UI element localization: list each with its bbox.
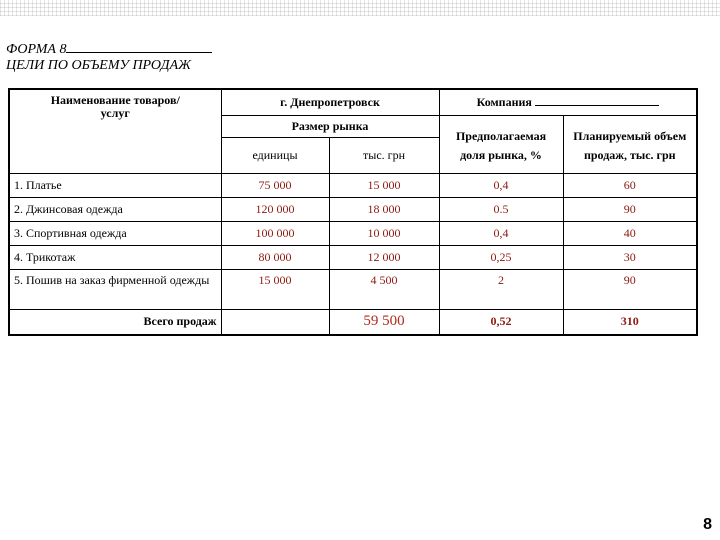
- row-product-name: 2. Джинсовая одежда: [9, 197, 221, 221]
- row-share: 0,25: [439, 245, 563, 269]
- company-name-blank-line: [535, 95, 659, 106]
- header-product: [9, 89, 221, 173]
- table-row: [9, 245, 697, 269]
- table-row: [9, 173, 697, 197]
- row-share: 0,4: [439, 221, 563, 245]
- table-row: [9, 269, 697, 309]
- row-product-name: 4. Трикотаж: [9, 245, 221, 269]
- total-label: Всего продаж: [9, 309, 221, 335]
- header-units: единицы: [221, 137, 329, 173]
- form-number-blank-line: [66, 40, 212, 53]
- row-units: 100 000: [221, 221, 329, 245]
- row-thousand-uah: 18 000: [329, 197, 439, 221]
- row-planned: 90: [563, 269, 697, 309]
- header-market-size: Размер рынка: [221, 115, 439, 137]
- header-product-label: Наименование товаров/услуг: [50, 93, 180, 120]
- header-company-label: Компания: [476, 95, 532, 110]
- row-share: 2: [439, 269, 563, 309]
- header-city: г. Днепропетровск: [221, 89, 439, 115]
- total-row: [9, 309, 697, 335]
- header-expected-share: [439, 115, 563, 173]
- total-units-empty: [221, 309, 329, 335]
- page-number: 8: [703, 516, 712, 533]
- table-row: [9, 221, 697, 245]
- row-planned: 40: [563, 221, 697, 245]
- row-product-name: 5. Пошив на заказ фирменной одежды: [9, 269, 221, 309]
- row-thousand-uah: 10 000: [329, 221, 439, 245]
- row-units: 120 000: [221, 197, 329, 221]
- total-thousand-uah: 59 500: [329, 309, 439, 335]
- row-planned: 30: [563, 245, 697, 269]
- row-thousand-uah: 4 500: [329, 269, 439, 309]
- form-number-label: ФОРМА 8: [6, 42, 67, 57]
- row-product-name: 1. Платье: [9, 173, 221, 197]
- table-row: [9, 197, 697, 221]
- header-company: [439, 89, 697, 115]
- sales-targets-table: [8, 88, 698, 336]
- page-title: ЦЕЛИ ПО ОБЪЕМУ ПРОДАЖ: [6, 58, 191, 73]
- row-units: 15 000: [221, 269, 329, 309]
- total-planned: 310: [563, 309, 697, 335]
- row-thousand-uah: 12 000: [329, 245, 439, 269]
- row-share: 0.5: [439, 197, 563, 221]
- row-thousand-uah: 15 000: [329, 173, 439, 197]
- header-expected-share-label: Предполагаемая доля рынка, %: [455, 129, 547, 162]
- header-thousand-uah: тыс. грн: [329, 137, 439, 173]
- header-planned-volume: [563, 115, 697, 173]
- total-share: 0,52: [439, 309, 563, 335]
- row-planned: 60: [563, 173, 697, 197]
- row-units: 80 000: [221, 245, 329, 269]
- row-planned: 90: [563, 197, 697, 221]
- row-product-name: 3. Спортивная одежда: [9, 221, 221, 245]
- row-units: 75 000: [221, 173, 329, 197]
- header-planned-volume-label: Планируемый объем продаж, тыс. грн: [573, 129, 687, 162]
- row-share: 0,4: [439, 173, 563, 197]
- form-number: [6, 40, 212, 58]
